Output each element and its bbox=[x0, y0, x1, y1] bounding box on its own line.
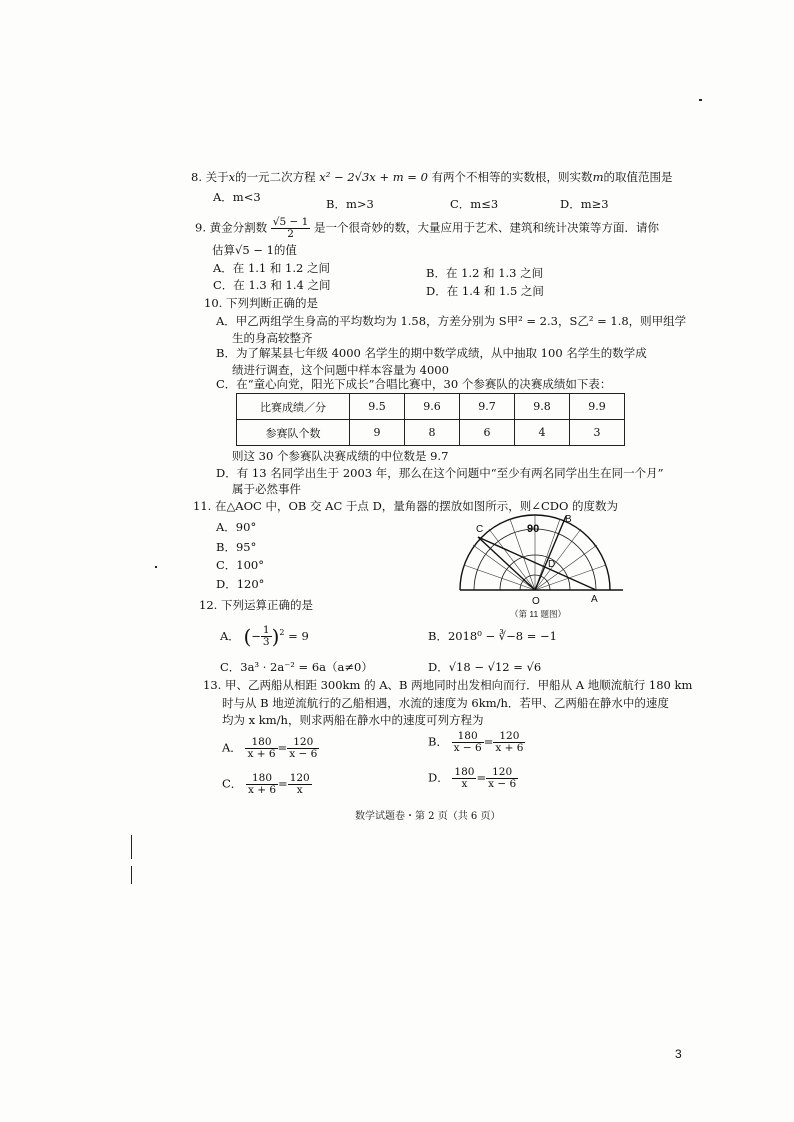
q9-frac-den: 2 bbox=[287, 228, 294, 240]
q12-a-frac-num: 1 bbox=[262, 624, 270, 637]
frac-den: x bbox=[296, 784, 303, 796]
q10-number: 10. bbox=[204, 296, 223, 310]
q8-option-c: C．m≤3 bbox=[450, 197, 499, 211]
table-header-teams: 参赛队个数 bbox=[237, 420, 350, 446]
q13-option-a: A． $\frac{180}{x + 6}$ = $\frac{120}{x - 6}$ bbox=[222, 736, 318, 760]
q10-text: 下列判断正确的是 bbox=[225, 296, 318, 310]
q9-frac-num: √5 − 1 bbox=[272, 216, 309, 228]
figure-label-90: 90 bbox=[527, 523, 540, 535]
q9-number: 9. bbox=[195, 220, 206, 235]
q13-option-b: B． $\frac{180}{x - 6}$ = $\frac{120}{x + 6}$ bbox=[428, 730, 524, 754]
page-number: 3 bbox=[675, 1047, 682, 1061]
frac-num: 180 bbox=[454, 766, 475, 778]
figure-label-a: A bbox=[591, 594, 598, 605]
frac-den: x bbox=[461, 778, 468, 790]
table-cell: 4 bbox=[515, 420, 570, 446]
q8-equation: x² − 2√3x + m = 0 bbox=[319, 170, 428, 184]
q13-stem-line1 bbox=[203, 678, 692, 693]
q13-frac-right bbox=[486, 767, 518, 790]
q9-text: 的值 bbox=[273, 243, 297, 257]
q10-option-a-line2: 生的身高较整齐 bbox=[232, 331, 313, 345]
q9-stem bbox=[195, 217, 659, 240]
scan-mark bbox=[131, 835, 132, 859]
scan-speck bbox=[699, 99, 702, 101]
frac-num: 180 bbox=[245, 737, 277, 749]
q13-number: 13. bbox=[203, 678, 222, 692]
q11-option-a: A．90° bbox=[216, 520, 257, 534]
frac-num: 180 bbox=[452, 731, 484, 743]
q12-option-b: B．2018⁰ − ∛−8 = −1 bbox=[428, 629, 557, 643]
figure-label-o: O bbox=[532, 596, 540, 607]
frac-den: x + 6 bbox=[247, 784, 277, 796]
q8-option-d: D．m≥3 bbox=[560, 197, 609, 211]
q9-option-d: D．在 1.4 和 1.5 之间 bbox=[426, 284, 544, 298]
table-cell: 9.8 bbox=[515, 394, 570, 420]
q13-option-c: C． $\frac{180}{x + 6}$ = $\frac{120}{x}$ bbox=[222, 772, 310, 796]
table-cell: 9 bbox=[350, 420, 405, 446]
q9-text: 估算 bbox=[212, 243, 235, 257]
q11-number: 11. bbox=[193, 499, 212, 513]
q12-a-rest: = 9 bbox=[288, 628, 309, 643]
q10-option-b-line2: 绩进行调查，这个问题中样本容量为 4000 bbox=[232, 363, 449, 377]
table-cell: 3 bbox=[570, 420, 625, 446]
q13-frac-right bbox=[287, 737, 319, 760]
q11-option-d: D．120° bbox=[216, 577, 265, 591]
q8-option-b: B．m>3 bbox=[326, 197, 374, 211]
q13-stem-line3: 均为 x km/h，则求两船在静水中的速度可列方程为 bbox=[222, 713, 484, 727]
table-cell: 8 bbox=[405, 420, 460, 446]
q12-text: 下列运算正确的是 bbox=[220, 598, 313, 612]
q8-text: 的一元二次方程 bbox=[235, 170, 316, 184]
q8-text: 有两个不相等的实数根，则实数 bbox=[431, 170, 593, 184]
table-cell: 9.7 bbox=[460, 394, 515, 420]
q10-option-a-line1: A．甲乙两组学生身高的平均数均为 1.58，方差分别为 S甲² = 2.3，S乙² = 1.8，则甲组学 bbox=[216, 314, 687, 328]
frac-den: x − 6 bbox=[453, 742, 482, 754]
q11-text: 在△AOC 中，OB 交 AC 于点 D，量角器的摆放如图所示，则∠CDO 的度数为 bbox=[214, 499, 619, 513]
q8-number: 8. bbox=[191, 170, 202, 184]
table-cell: 9.5 bbox=[350, 394, 405, 420]
q13-stem-line2: 时与从 B 地逆流航行的乙船相遇，水流的速度为 6km/h．若甲、乙两船在静水中的速度 bbox=[222, 696, 669, 710]
q13-frac-left bbox=[246, 773, 278, 796]
q10-option-c-line1: C．在“童心向党，阳光下成长”合唱比赛中，30 个参赛队的决赛成绩如下表： bbox=[216, 377, 612, 391]
q9-text: 黄金分割数 bbox=[209, 220, 268, 235]
q13-option-label: B． bbox=[428, 734, 448, 749]
q10-option-d-line2: 属于必然事件 bbox=[232, 482, 301, 496]
frac-num: 120 bbox=[486, 767, 518, 779]
q9-option-c: C．在 1.3 和 1.4 之间 bbox=[213, 278, 331, 292]
frac-num: 180 bbox=[246, 773, 278, 785]
q8-text: 的取值范围是 bbox=[603, 170, 673, 184]
q10-option-b-line1: B．为了解某县七年级 4000 名学生的期中数学成绩，从中抽取 100 名学生的数学成 bbox=[216, 346, 647, 360]
paren-close: ) bbox=[271, 624, 280, 649]
frac-den: x + 6 bbox=[495, 742, 524, 754]
q13-frac-right bbox=[288, 773, 312, 796]
q13-option-label: A． bbox=[222, 740, 242, 755]
frac-den: x + 6 bbox=[247, 748, 276, 760]
q12-number: 12. bbox=[199, 598, 218, 612]
q8-var: m bbox=[592, 170, 604, 184]
table-cell: 9.9 bbox=[570, 394, 625, 420]
q12-stem bbox=[199, 598, 313, 613]
q9-option-a: A．在 1.1 和 1.2 之间 bbox=[213, 261, 331, 275]
q8-text: 关于 bbox=[205, 170, 229, 184]
figure-label-c: C bbox=[476, 524, 484, 535]
q12-a-frac-den: 3 bbox=[262, 636, 270, 649]
frac-den: x − 6 bbox=[289, 748, 318, 760]
q9-text: 是一个很奇妙的数，大量应用于艺术、建筑和统计决策等方面．请你 bbox=[313, 220, 659, 235]
score-table bbox=[236, 393, 625, 446]
q10-stem bbox=[204, 296, 318, 311]
table-row bbox=[237, 394, 625, 420]
q9-line2 bbox=[212, 243, 297, 258]
table-header-score: 比赛成绩／分 bbox=[237, 394, 350, 420]
q13-frac-left bbox=[452, 767, 476, 790]
table-cell: 6 bbox=[460, 420, 515, 446]
q8-stem bbox=[191, 170, 672, 185]
q12-option-c: C．3a³ · 2a⁻² = 6a（a≠0） bbox=[220, 660, 373, 674]
q13-text: 甲、乙两船从相距 300km 的 A、B 两地同时出发相向而行．甲船从 A 地顺流航行 180 km bbox=[224, 678, 693, 692]
table-row bbox=[237, 420, 625, 446]
q12-option-d: D．√18 − √12 = √6 bbox=[428, 660, 542, 674]
frac-num: 120 bbox=[289, 772, 310, 784]
q13-frac-left bbox=[452, 731, 484, 754]
q8-var: x bbox=[228, 170, 236, 184]
q12-a-fraction bbox=[261, 625, 272, 648]
q12-a-exponent: 2 bbox=[279, 628, 285, 637]
page-footer: 数学试题卷・第 2 页（共 6 页） bbox=[355, 811, 501, 822]
scan-mark bbox=[131, 866, 132, 884]
q12-option-a-label: A． bbox=[220, 628, 240, 643]
frac-num: 120 bbox=[287, 737, 319, 749]
scan-speck bbox=[155, 566, 157, 568]
q13-option-label: D． bbox=[428, 770, 449, 785]
q12-option-a: A． (− $\frac{1}{3}$ )$^2$ = 9 bbox=[220, 624, 309, 649]
frac-den: x − 6 bbox=[488, 778, 517, 790]
q8-option-a: A．m<3 bbox=[213, 190, 261, 204]
q13-option-d: D． $\frac{180}{x}$ = $\frac{120}{x - 6}$ bbox=[428, 766, 517, 790]
table-cell: 9.6 bbox=[405, 394, 460, 420]
q13-option-label: C． bbox=[222, 776, 243, 791]
q9-expr: √5 − 1 bbox=[235, 243, 274, 257]
q9-fraction bbox=[271, 217, 311, 240]
q9-option-b: B．在 1.2 和 1.3 之间 bbox=[426, 266, 544, 280]
figure-caption: （第 11 题图） bbox=[510, 609, 567, 619]
q11-option-c: C．100° bbox=[216, 558, 264, 572]
q11-option-b: B．95° bbox=[216, 540, 257, 554]
q13-frac-right bbox=[493, 731, 525, 754]
q13-frac-left bbox=[245, 737, 277, 760]
paren-open: ( bbox=[243, 624, 252, 649]
frac-num: 120 bbox=[493, 731, 525, 743]
protractor-outline bbox=[460, 515, 623, 590]
figure-label-d: D bbox=[548, 559, 556, 570]
protractor-figure bbox=[448, 508, 628, 623]
q10-option-c-line2: 则这 30 个参赛队决赛成绩的中位数是 9.7 bbox=[232, 449, 449, 463]
figure-label-b: B bbox=[565, 514, 572, 525]
q10-option-d-line1: D．有 13 名同学出生于 2003 年，那么在这个问题中“至少有两名同学出生在同一个月” bbox=[216, 466, 664, 480]
